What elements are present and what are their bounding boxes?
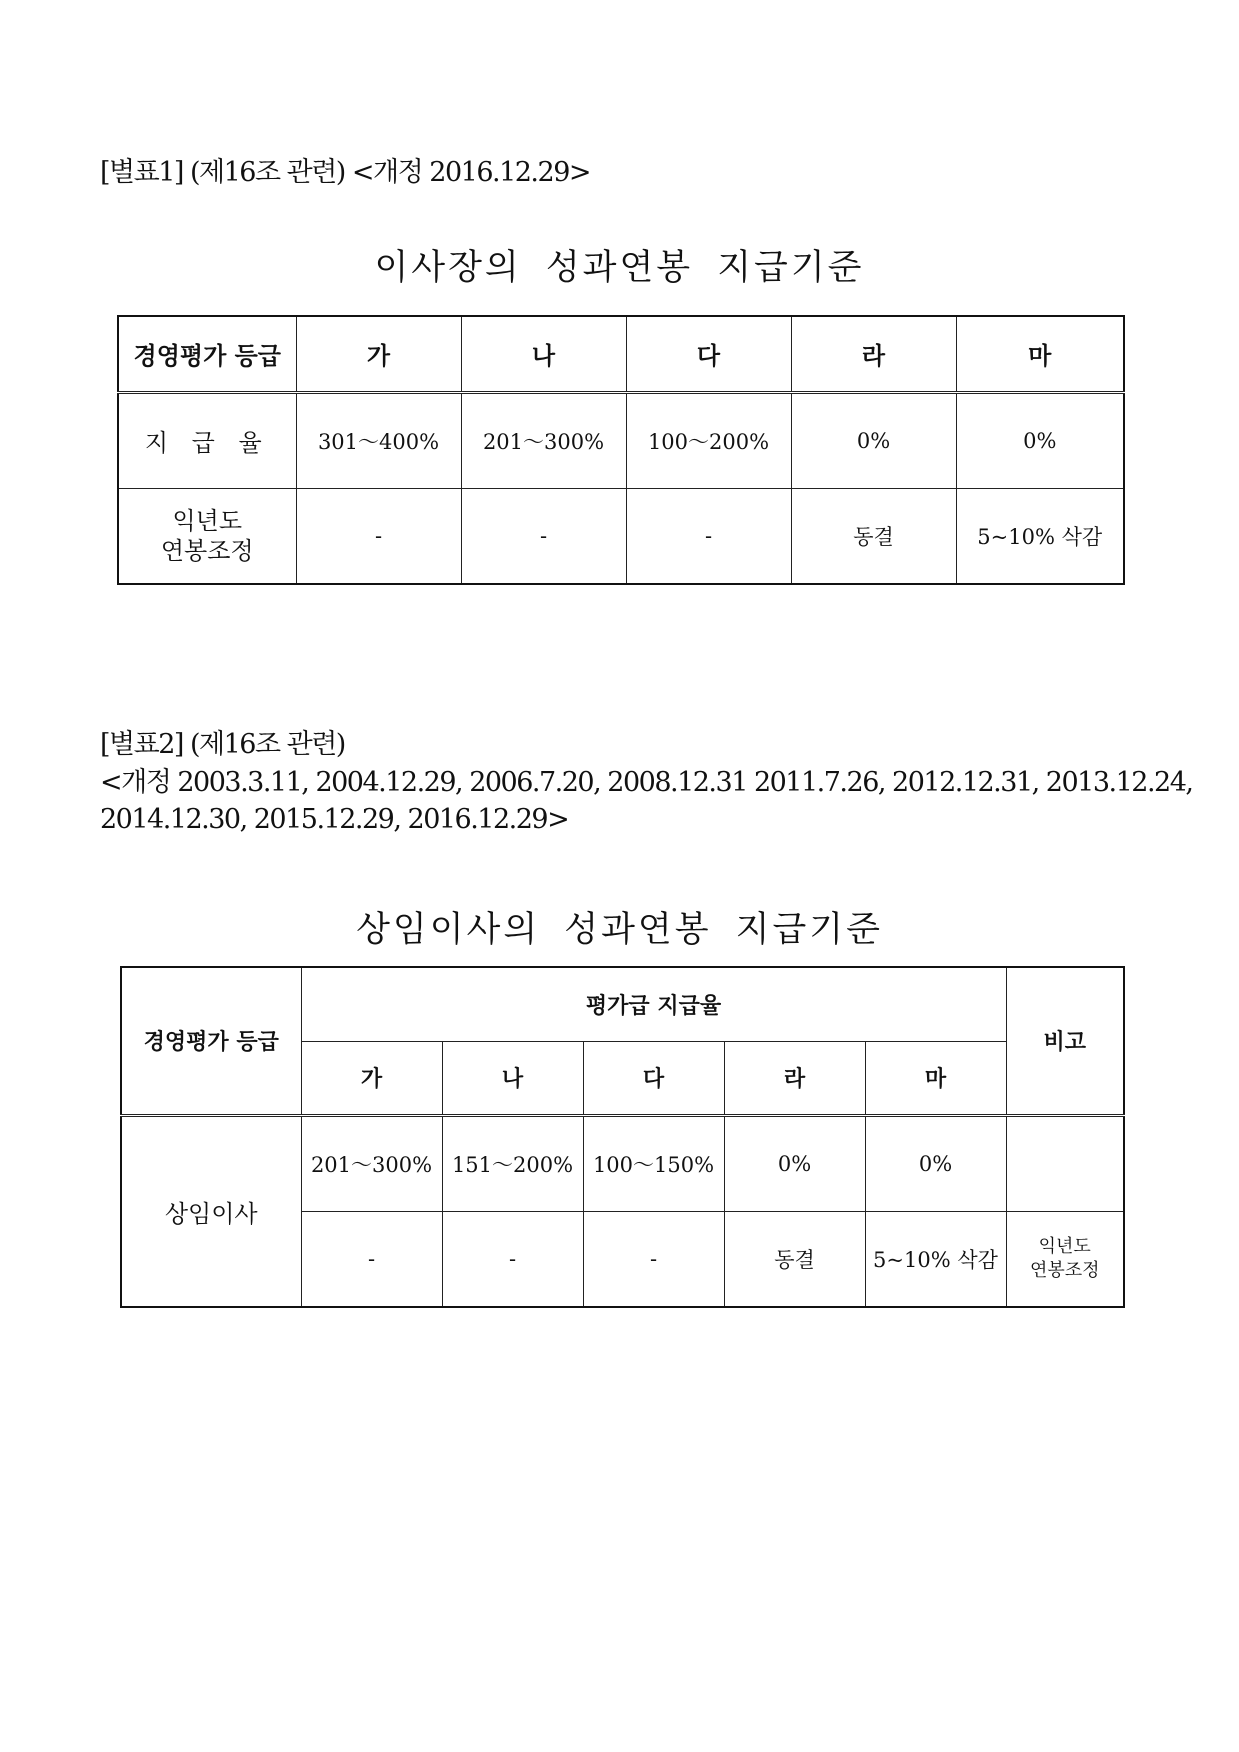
annex1-title: 이사장의 성과연봉 지급기준	[374, 248, 865, 288]
annex1-table	[117, 315, 1125, 585]
adjust-cell: 동결	[791, 488, 956, 584]
adjust-label-line2: 연봉조정	[160, 536, 254, 565]
annex2-amend-line2: 2014.12.30, 2015.12.29, 2016.12.29>	[100, 804, 569, 835]
adjust-cell: -	[301, 1211, 442, 1307]
adjust-label-line1: 익년도	[172, 506, 243, 535]
rate-cell: 100～150%	[583, 1115, 724, 1211]
rate-cell: 201～300%	[461, 392, 626, 488]
grade-cell: 가	[296, 316, 461, 392]
grade-cell: 가	[301, 1041, 442, 1115]
rate-cell: 0%	[791, 392, 956, 488]
rate-cell: 201～300%	[301, 1115, 442, 1211]
grade-row	[118, 316, 1124, 392]
annex2-heading: [별표2] (제16조 관련)	[100, 729, 345, 760]
adjust-cell: -	[442, 1211, 583, 1307]
rate-header: 평가급 지급율	[301, 967, 1006, 1041]
grade-cell: 다	[626, 316, 791, 392]
rate-cell: 301～400%	[296, 392, 461, 488]
rate-cell: 100～200%	[626, 392, 791, 488]
annex2-title: 상임이사의 성과연봉 지급기준	[356, 910, 883, 950]
rate-label: 지 급 율	[118, 392, 296, 488]
grade-cell: 나	[461, 316, 626, 392]
annex1-heading: [별표1] (제16조 관련) <개정 2016.12.29>	[100, 157, 590, 188]
grade-cell: 마	[865, 1041, 1006, 1115]
annex2-amend-line1: <개정 2003.3.11, 2004.12.29, 2006.7.20, 2008.12.31 2011.7.26, 2012.12.31, 2013.12.24,	[100, 767, 1193, 798]
adjust-label	[118, 488, 296, 584]
adjust-cell: -	[626, 488, 791, 584]
annex2-table	[120, 966, 1125, 1308]
rate-cell: 0%	[956, 392, 1124, 488]
adjust-cell: 5~10% 삭감	[865, 1211, 1006, 1307]
grade-cell: 나	[442, 1041, 583, 1115]
rate-note-cell	[1006, 1115, 1124, 1211]
adjust-row	[118, 488, 1124, 584]
rate-row	[118, 392, 1124, 488]
grade-cell: 라	[724, 1041, 865, 1115]
rate-row	[121, 1115, 1124, 1211]
rate-cell: 151～200%	[442, 1115, 583, 1211]
adjust-note-cell	[1006, 1211, 1124, 1307]
grade-cell: 마	[956, 316, 1124, 392]
adjust-cell: 동결	[724, 1211, 865, 1307]
adjust-cell: -	[461, 488, 626, 584]
adjust-cell: 5~10% 삭감	[956, 488, 1124, 584]
grade-cell: 라	[791, 316, 956, 392]
note-header: 비고	[1006, 967, 1124, 1115]
grade-header: 경영평가 등급	[118, 316, 296, 392]
row-label: 상임이사	[121, 1115, 301, 1307]
adjust-note-line2: 연봉조정	[1029, 1259, 1100, 1281]
grade-cell: 다	[583, 1041, 724, 1115]
header-row-1	[121, 967, 1124, 1041]
grade-header: 경영평가 등급	[121, 967, 301, 1115]
adjust-cell: -	[296, 488, 461, 584]
adjust-note-line1: 익년도	[1038, 1235, 1091, 1257]
adjust-cell: -	[583, 1211, 724, 1307]
rate-cell: 0%	[865, 1115, 1006, 1211]
rate-cell: 0%	[724, 1115, 865, 1211]
